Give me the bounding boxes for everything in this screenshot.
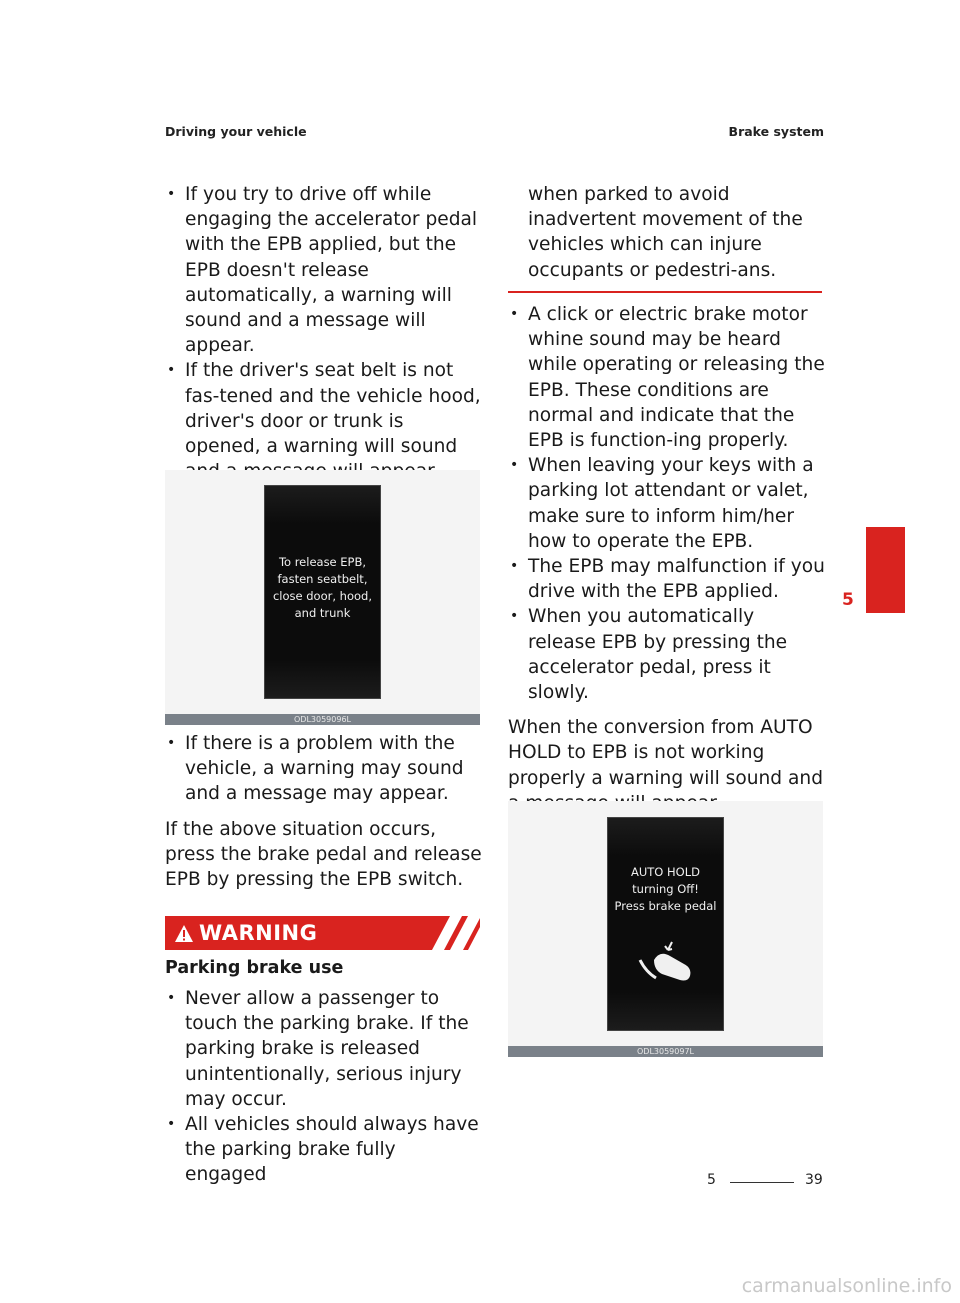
brake-pedal-icon	[634, 938, 698, 988]
list-item: • A click or electric brake motor whine sound may be heard while operating or releasing the EPB. These conditions are normal and indicate that the EPB is function-ing properly.	[508, 302, 826, 453]
list-item: • If you try to drive off while engaging the accelerator pedal with the EPB applied, but the EPB doesn't release automatically, a warning will sound and a message will appear.	[165, 182, 483, 358]
figure-auto-hold-message	[508, 801, 823, 1057]
figure-code: ODL3059096L	[165, 714, 480, 725]
list-item: • When leaving your keys with a parking lot attendant or valet, make sure to inform him/her how to operate the EPB.	[508, 453, 826, 554]
left-column-top	[165, 182, 483, 484]
right-column	[508, 182, 826, 283]
footer-rule	[730, 1182, 794, 1183]
chapter-tab-number: 5	[842, 590, 854, 610]
warning-label: WARNING	[199, 921, 318, 945]
warning-bullet-list	[165, 986, 483, 1188]
display-message: To release EPB, fasten seatbelt, close door, hood, and trunk	[272, 555, 372, 620]
running-header-right: Brake system	[728, 124, 824, 139]
right-column-notes	[508, 302, 826, 816]
display-message: AUTO HOLD turning Off! Press brake pedal	[614, 865, 717, 913]
paragraph-auto-hold: When the conversion from AUTO HOLD to EPB is not working properly a warning will sound and	[508, 717, 823, 789]
list-item: • The EPB may malfunction if you drive with the EPB applied.	[508, 554, 826, 604]
page-number: 39	[805, 1172, 823, 1188]
watermark: carmanualsonline.info	[741, 1275, 952, 1297]
list-item: • Never allow a passenger to touch the parking brake. If the parking brake is released unintentionally, serious injury may occur.	[165, 986, 483, 1112]
warning-triangle-icon	[175, 925, 193, 942]
warning-banner	[165, 916, 480, 950]
running-header-left: Driving your vehicle	[165, 124, 307, 139]
warning-end-rule	[508, 291, 822, 293]
chapter-tab	[866, 527, 905, 613]
warning-continuation: when parked to avoid inadvertent movement of the vehicles which can injure occupants or pedestri-ans.	[528, 184, 803, 281]
figure-code: ODL3059097L	[508, 1046, 823, 1057]
warning-title: Parking brake use	[165, 958, 344, 978]
list-item: • When you automatically release EPB by pressing the accelerator pedal, press it slowly.	[508, 604, 826, 705]
list-item: • If the driver's seat belt is not fas-tened and the vehicle hood, driver's door or trunk is opened, a warning will sound	[165, 358, 483, 484]
cluster-display	[264, 485, 381, 699]
list-item: • All vehicles should always have the parking brake fully engaged	[165, 1112, 483, 1188]
footer-chapter: 5	[707, 1172, 716, 1188]
cluster-display	[607, 817, 724, 1031]
bullet-list-top	[165, 182, 483, 484]
list-item: • If there is a problem with the vehicle, a warning may sound and a message may appear.	[165, 731, 483, 807]
note-bullet-list	[508, 302, 826, 705]
warning-stripes	[410, 916, 480, 950]
figure-epb-release-message	[165, 470, 480, 725]
warning-body	[165, 986, 483, 1188]
bullet-list-middle	[165, 731, 483, 807]
paragraph-release-instructions: If the above situation occurs, press the brake pedal and release EPB by pressing the EPB switch.	[165, 818, 482, 891]
left-column-middle	[165, 731, 483, 892]
